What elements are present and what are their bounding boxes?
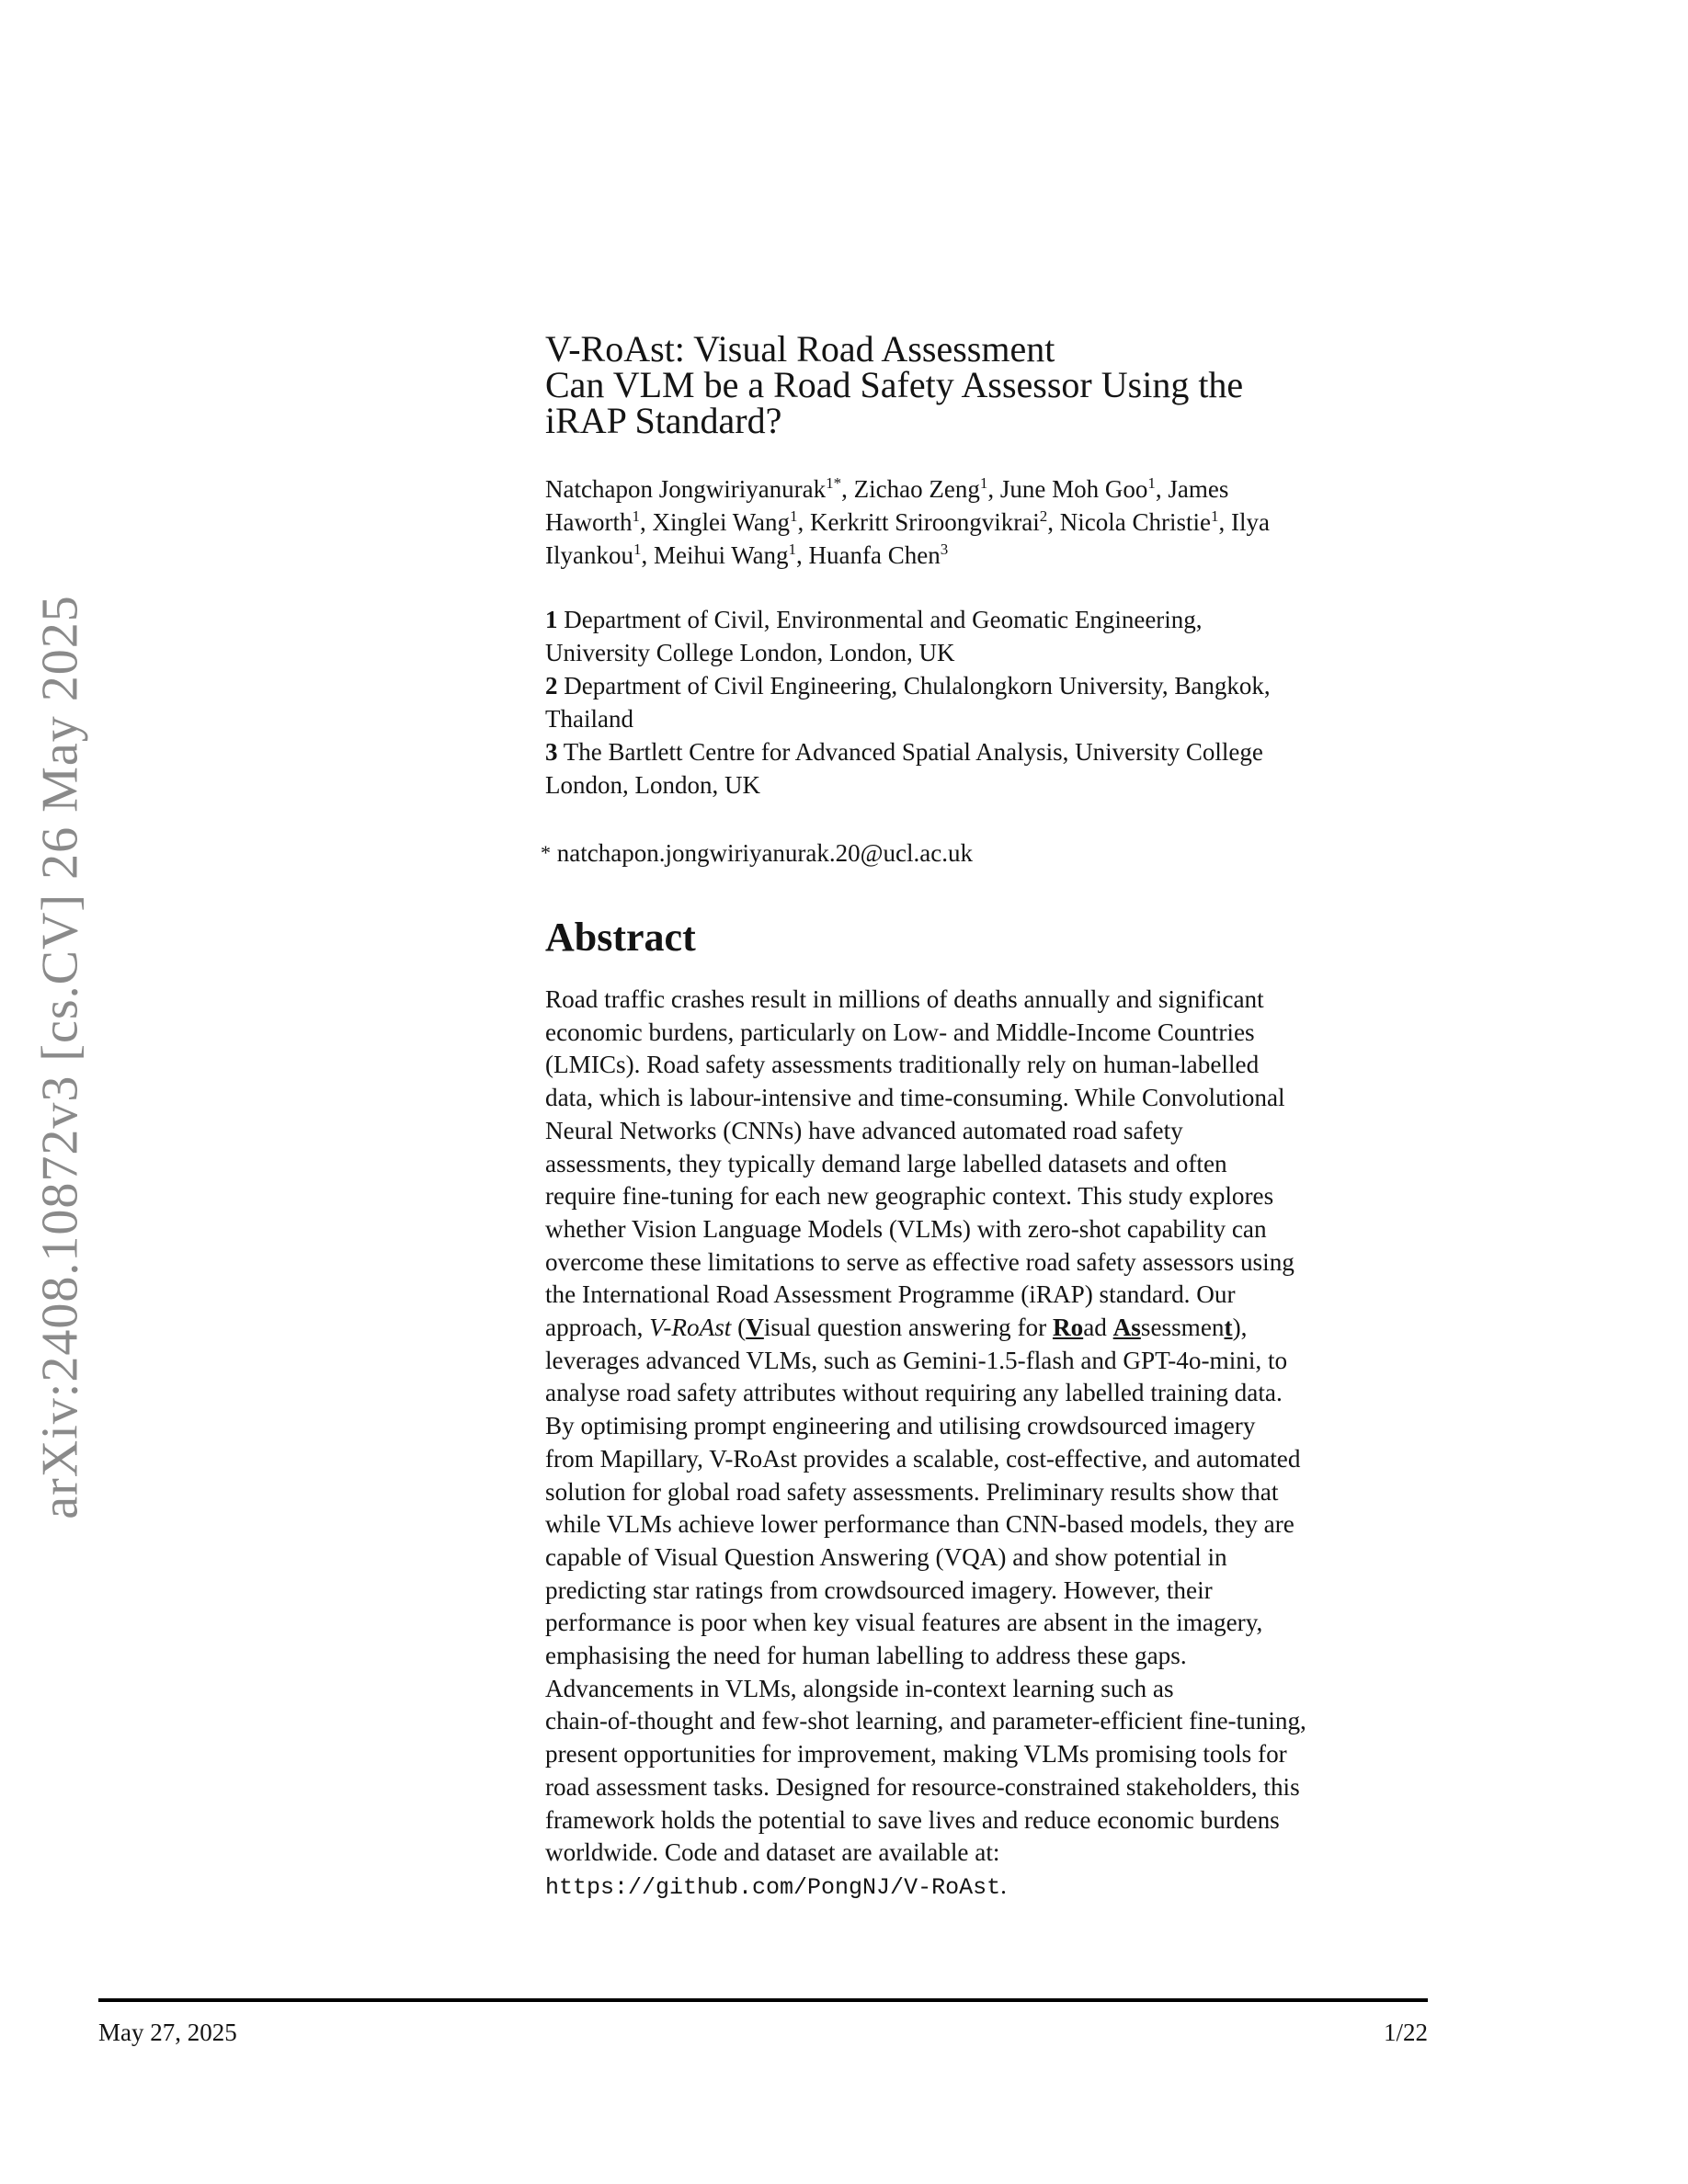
acronym-letter: Ro xyxy=(1052,1314,1084,1342)
abstract-line: assessments, they typically demand large labelled datasets and often xyxy=(545,1149,1227,1177)
abstract-line: capable of Visual Question Answering (VQA) and show potential in xyxy=(545,1542,1227,1571)
abstract-url-line xyxy=(545,1870,1454,1905)
method-name: V-RoAst xyxy=(649,1314,732,1342)
affiliation-text: The Bartlett Centre for Advanced Spatial Analysis, University College xyxy=(563,738,1263,766)
abstract-line: predicting star ratings from crowdsourced imagery. However, their xyxy=(545,1575,1213,1604)
author-affiliation-marker: 1* xyxy=(826,474,842,492)
abstract-line: (LMICs). Road safety assessments traditionally rely on human-labelled xyxy=(545,1051,1260,1079)
approach-word: ad xyxy=(1083,1314,1113,1342)
affiliation-item xyxy=(545,669,1446,702)
affiliation-number: 3 xyxy=(545,738,558,766)
author-name: June Moh Goo xyxy=(999,475,1148,503)
author-name: Natchapon Jongwiriyanurak xyxy=(545,475,827,503)
affiliation-text: Department of Civil, Environmental and Geomatic Engineering, xyxy=(564,606,1203,633)
abstract-line: Advancements in VLMs, alongside in-context learning such as xyxy=(545,1674,1174,1702)
title-line: iRAP Standard? xyxy=(545,400,782,441)
approach-prefix: approach, xyxy=(545,1314,650,1342)
footer-date: May 27, 2025 xyxy=(98,2019,237,2046)
arxiv-stamp-text: arXiv:2408.10872v3 [cs.CV] 26 May 2025 xyxy=(32,595,90,1519)
abstract-heading: Abstract xyxy=(545,915,696,960)
abstract-line: emphasising the need for human labelling to address these gaps. xyxy=(545,1642,1187,1670)
author-name: Meihui Wang xyxy=(653,541,789,569)
abstract-line: chain-of-thought and few-shot learning, and parameter-efficient fine-tuning, xyxy=(545,1707,1306,1735)
abstract-line: whether Vision Language Models (VLMs) with zero-shot capability can xyxy=(545,1214,1267,1243)
affiliation-item xyxy=(545,603,1446,636)
abstract-line: performance is poor when key visual features are absent in the imagery, xyxy=(545,1609,1263,1637)
author-affiliation-marker: 1 xyxy=(979,474,988,492)
affiliation-item-continued: University College London, London, UK xyxy=(545,639,955,666)
author-affiliation-marker: 1 xyxy=(788,540,797,558)
abstract-line: require fine-tuning for each new geographic context. This study explores xyxy=(545,1182,1274,1211)
author-affiliation-marker: 1 xyxy=(633,540,642,558)
author-name-part: Ilyankou xyxy=(545,541,633,569)
email-address[interactable]: natchapon.jongwiriyanurak.20@ucl.ac.uk xyxy=(556,839,973,867)
author-affiliation-marker: 1 xyxy=(1147,474,1156,492)
author-name: Huanfa Chen xyxy=(808,541,941,569)
abstract-line: Neural Networks (CNNs) have advanced automated road safety xyxy=(545,1116,1183,1144)
abstract-body xyxy=(545,984,1454,1905)
author-affiliation-marker: 2 xyxy=(1039,507,1048,525)
acronym-letter: V xyxy=(746,1314,764,1342)
correspondence-email xyxy=(541,836,1442,870)
abstract-line: Road traffic crashes result in millions of deaths annually and significant xyxy=(545,985,1264,1013)
author-name-part: James xyxy=(1168,475,1229,503)
acronym-letter: t xyxy=(1224,1314,1233,1342)
abstract-line: leverages advanced VLMs, such as Gemini-1.5-flash and GPT-4o-mini, to xyxy=(545,1346,1288,1374)
url-tail: . xyxy=(1000,1871,1007,1899)
author-name-part: Haworth xyxy=(545,508,633,536)
abstract-line: the International Road Assessment Programme (iRAP) standard. Our xyxy=(545,1280,1236,1309)
abstract-line: present opportunities for improvement, making VLMs promising tools for xyxy=(545,1740,1287,1769)
author-name: Nicola Christie xyxy=(1059,508,1211,536)
affiliation-number: 1 xyxy=(545,606,558,633)
paper-title xyxy=(545,328,1446,441)
abstract-line: overcome these limitations to serve as effective road safety assessors using xyxy=(545,1247,1295,1276)
affiliation-item xyxy=(545,735,1446,768)
approach-open: ( xyxy=(731,1314,747,1342)
author-affiliation-marker: 1 xyxy=(632,507,640,525)
author-list xyxy=(545,472,1446,572)
abstract-line: while VLMs achieve lower performance than CNN-based models, they are xyxy=(545,1510,1295,1539)
approach-close: ), xyxy=(1232,1314,1248,1342)
page-number: 1/22 xyxy=(1383,2019,1428,2046)
acronym-letter: As xyxy=(1112,1314,1141,1342)
correspondence-marker: * xyxy=(541,841,551,864)
affiliation-number: 2 xyxy=(545,672,558,700)
abstract-line: solution for global road safety assessments. Preliminary results show that xyxy=(545,1477,1279,1506)
abstract-line: from Mapillary, V-RoAst provides a scalable, cost-effective, and automated xyxy=(545,1444,1301,1473)
title-line: V-RoAst: Visual Road Assessment xyxy=(545,328,1055,370)
approach-word: isual question answering for xyxy=(763,1314,1053,1342)
abstract-line: analyse road safety attributes without requiring any labelled training data. xyxy=(545,1379,1283,1407)
author-name-part: Ilya xyxy=(1230,508,1270,536)
affiliation-list xyxy=(545,603,1446,802)
abstract-line: economic burdens, particularly on Low- and Middle-Income Countries xyxy=(545,1018,1255,1046)
affiliation-item-continued: London, London, UK xyxy=(545,771,760,799)
abstract-line: worldwide. Code and dataset are available at: xyxy=(545,1838,1000,1867)
abstract-line: data, which is labour-intensive and time-consuming. While Convolutional xyxy=(545,1084,1285,1112)
author-line: Natchapon Jongwiriyanurak$^{1*}$, Zichao Zeng$^1$, June Moh Goo$^1$, James xyxy=(545,474,1229,503)
author-name: Kerkritt Sriroongvikrai xyxy=(810,508,1040,536)
approach-word: sessmen xyxy=(1140,1314,1225,1342)
affiliation-text: Department of Civil Engineering, Chulalongkorn University, Bangkok, xyxy=(564,672,1271,700)
footer-divider xyxy=(98,1998,1428,2002)
abstract-line: By optimising prompt engineering and utilising crowdsourced imagery xyxy=(545,1412,1256,1440)
author-affiliation-marker: 3 xyxy=(940,540,949,558)
abstract-approach-line xyxy=(545,1312,1454,1345)
author-line: Ilyankou$^1$, Meihui Wang$^1$, Huanfa Chen$^3$ xyxy=(545,540,949,569)
code-repository-link[interactable]: https://github.com/PongNJ/V-RoAst xyxy=(545,1873,1001,1901)
author-name: Zichao Zeng xyxy=(853,475,980,503)
author-affiliation-marker: 1 xyxy=(1210,507,1219,525)
abstract-line: framework holds the potential to save lives and reduce economic burdens xyxy=(545,1805,1280,1834)
abstract-line: road assessment tasks. Designed for resource-constrained stakeholders, this xyxy=(545,1772,1300,1801)
arxiv-identifier-stamp xyxy=(28,561,94,1553)
author-affiliation-marker: 1 xyxy=(790,507,798,525)
title-line: Can VLM be a Road Safety Assessor Using the xyxy=(545,364,1244,405)
affiliation-item-continued: Thailand xyxy=(545,705,633,733)
author-line: Haworth$^1$, Xinglei Wang$^1$, Kerkritt Sriroongvikrai$^2$, Nicola Christie$^1$, Ilya xyxy=(545,507,1270,536)
author-name: Xinglei Wang xyxy=(652,508,791,536)
